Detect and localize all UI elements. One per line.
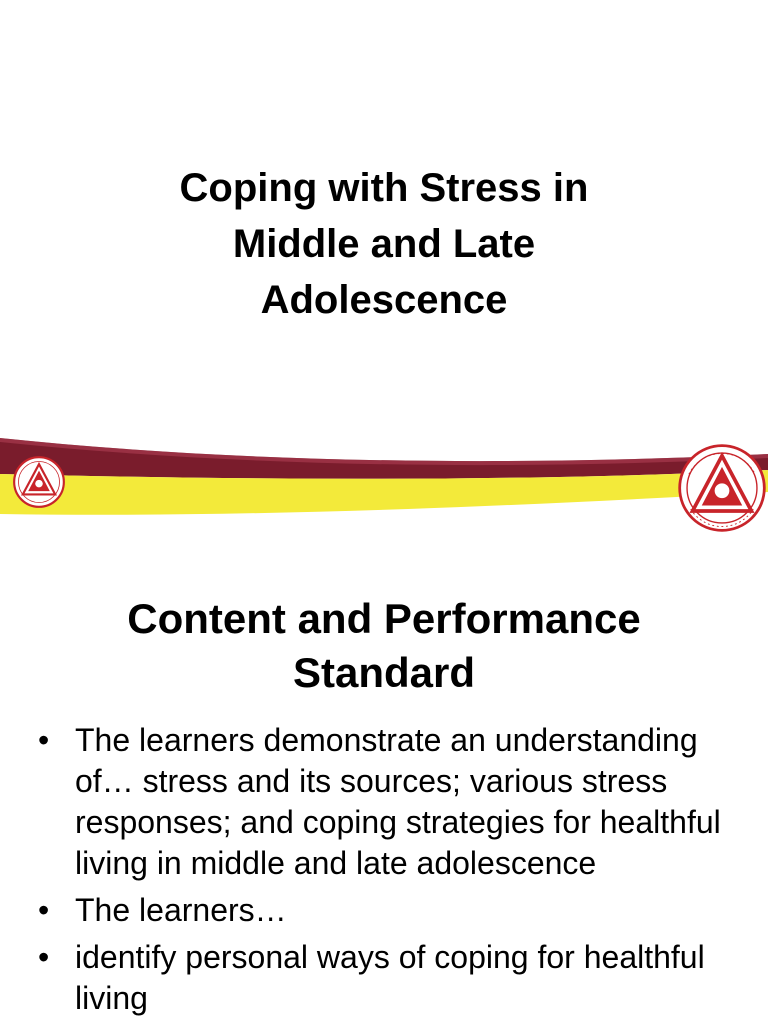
- bullet-icon: •: [38, 722, 50, 758]
- bullet-icon: •: [38, 892, 50, 928]
- title-line: Standard: [292, 649, 476, 696]
- bullet-icon: •: [38, 939, 50, 975]
- list-item: [0, 937, 768, 1019]
- decorative-band: [0, 430, 768, 520]
- title-line: Middle and Late: [232, 222, 536, 266]
- title-line: Adolescence: [260, 278, 508, 322]
- list-item: [0, 720, 768, 884]
- slide-title-heading: [0, 160, 768, 328]
- school-seal-icon: [676, 435, 768, 541]
- list-item: [0, 890, 768, 931]
- school-seal-icon: [12, 452, 66, 512]
- title-line: Coping with Stress in: [179, 166, 589, 210]
- slide-content: [0, 540, 768, 1024]
- bullet-text: The learners…: [75, 892, 287, 928]
- title-line: Content and Performance: [127, 595, 641, 642]
- bullet-list: [0, 720, 768, 1024]
- slide-content-heading: [0, 592, 768, 700]
- bullet-text: identify personal ways of coping for healthful living: [75, 939, 705, 1016]
- bullet-text: The learners demonstrate an understanding of… stress and its sources; various stress responses; and coping strategies for healthful living in middle and late adolescence: [75, 722, 721, 881]
